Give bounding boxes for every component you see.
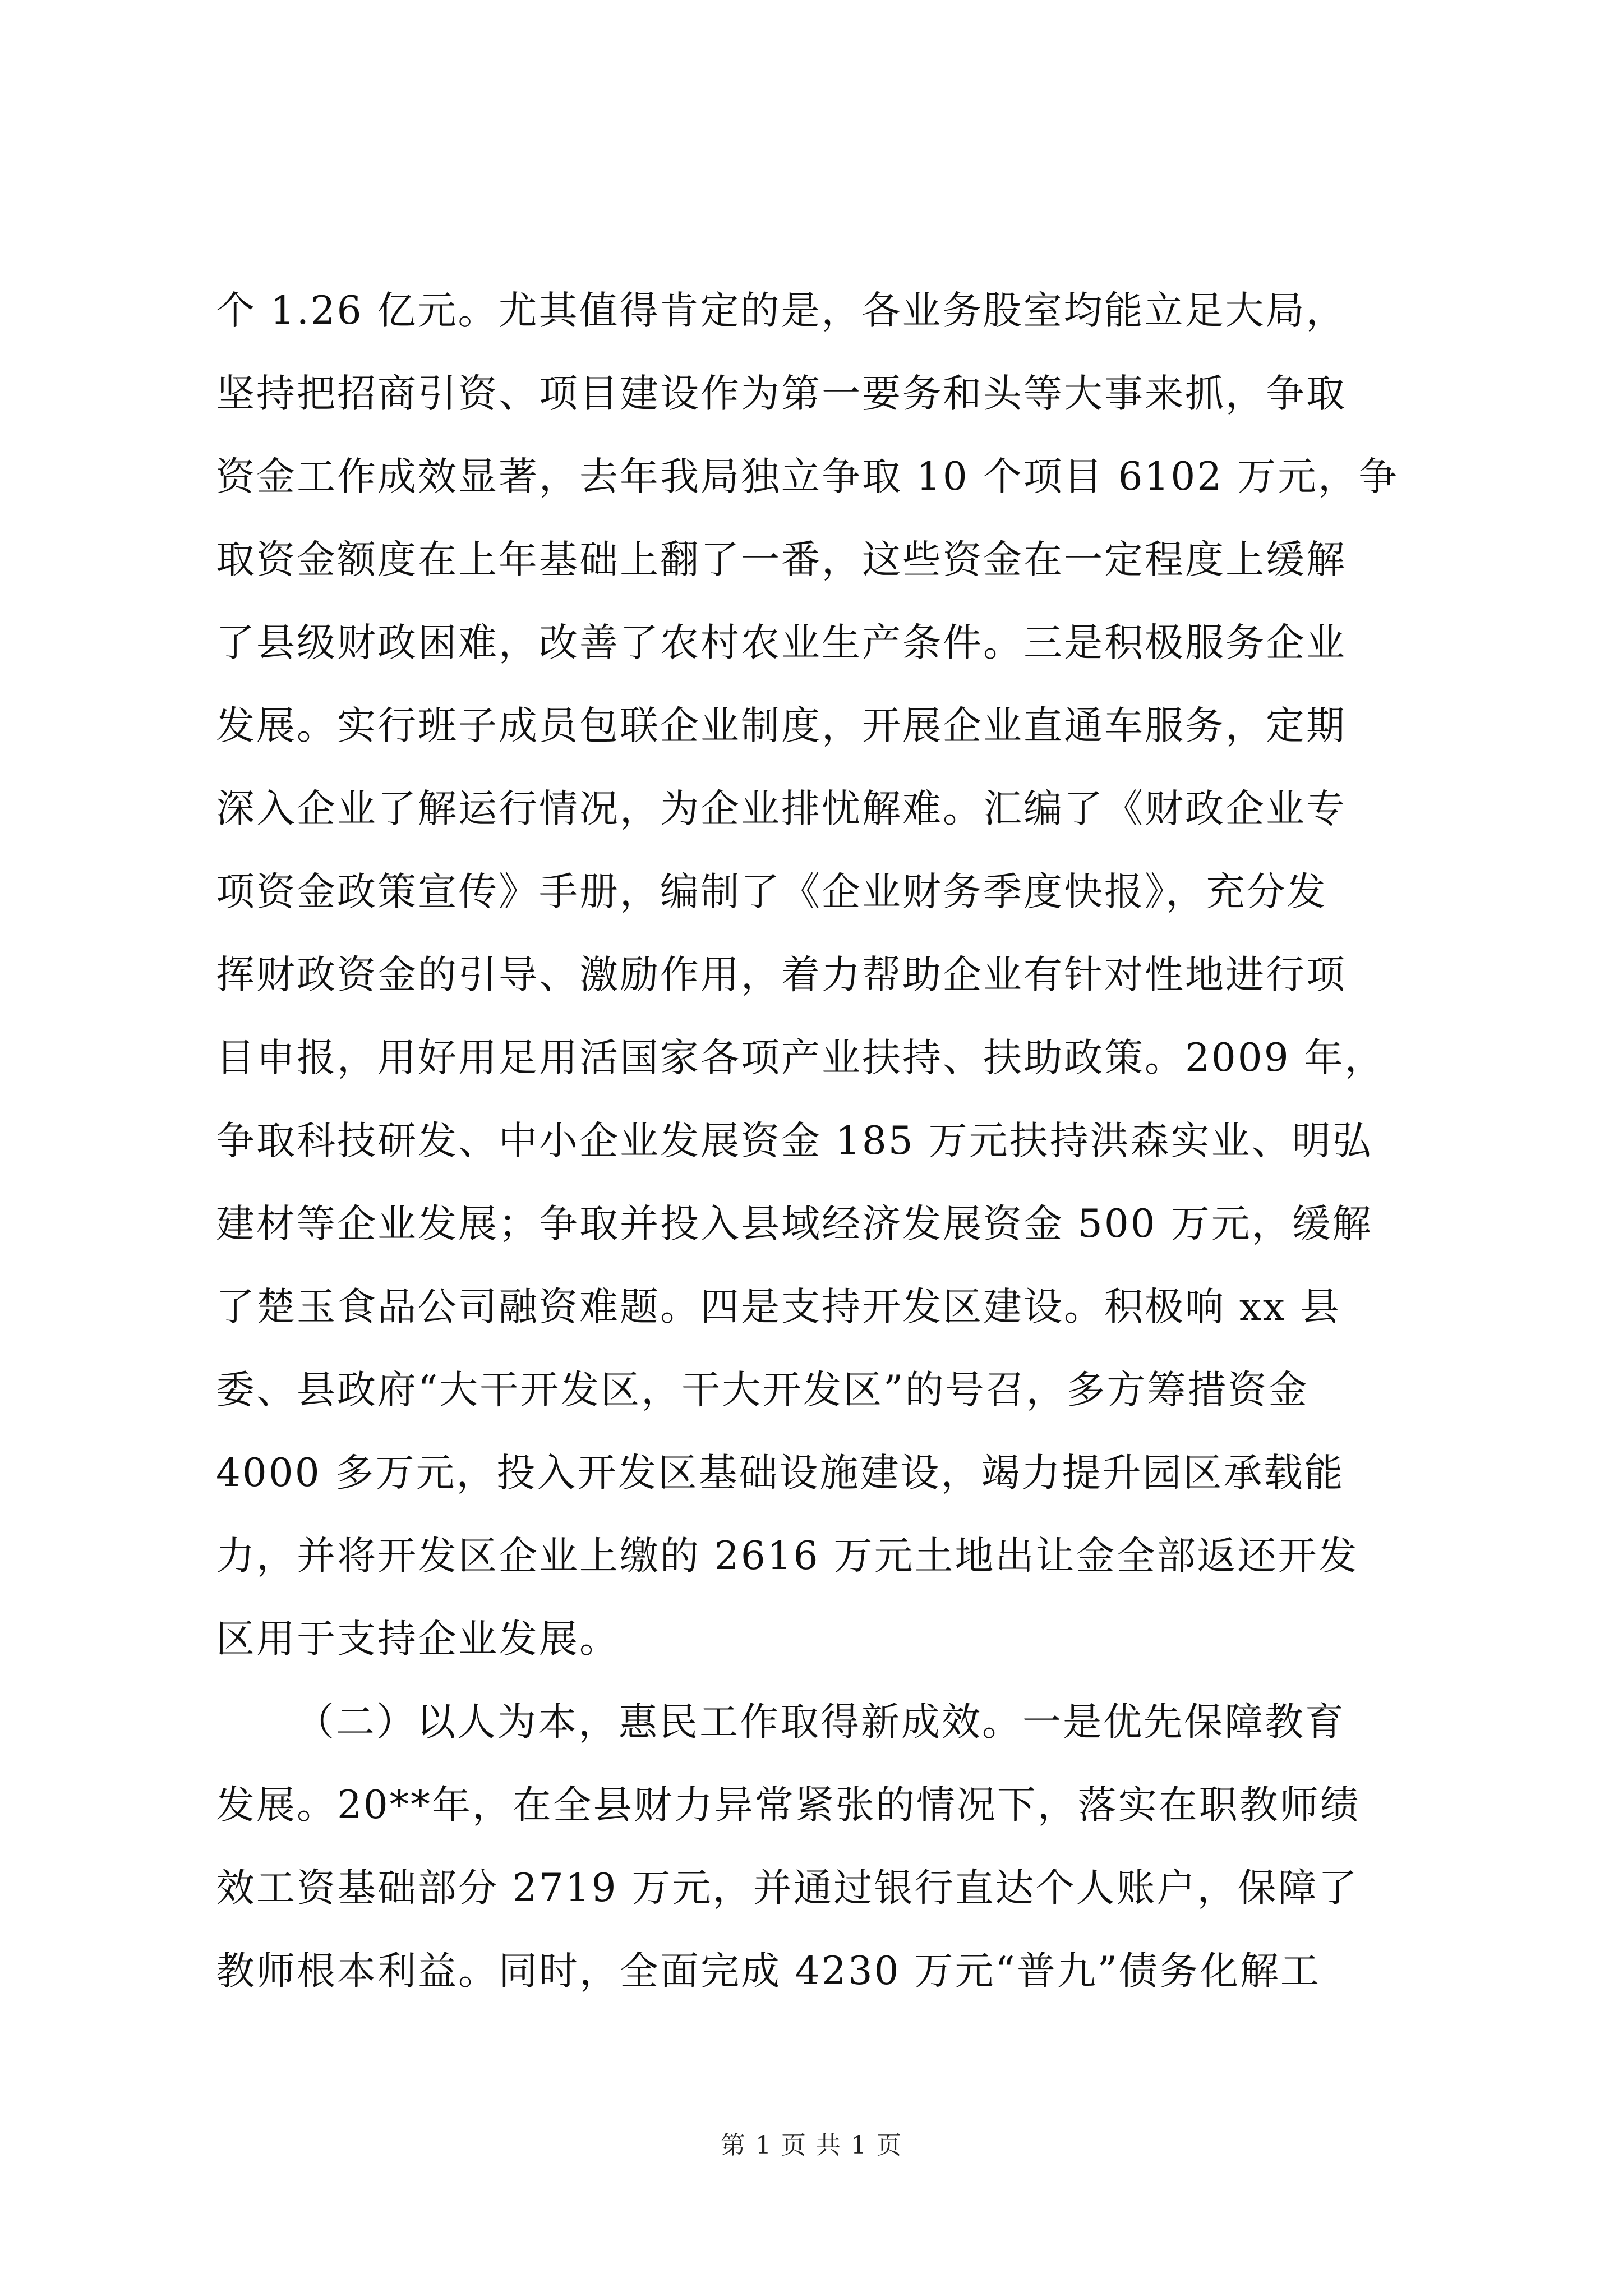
text-line: 取资金额度在上年基础上翻了一番，这些资金在一定程度上缓解 — [216, 537, 1347, 582]
text-line: 发展。实行班子成员包联企业制度，开展企业直通车服务，定期 — [216, 703, 1347, 748]
page-footer — [0, 2129, 1623, 2162]
text-line: 深入企业了解运行情况，为企业排忧解难。汇编了《财政企业专 — [216, 786, 1347, 831]
text-line: 了楚玉食品公司融资难题。四是支持开发区建设。积极响 xx 县 — [216, 1285, 1341, 1329]
text-line: 发展。20**年，在全县财力异常紧张的情况下，落实在职教师绩 — [216, 1783, 1361, 1828]
text-line: 目申报，用好用足用活国家各项产业扶持、扶助政策。2009 年， — [216, 1036, 1385, 1080]
text-line: 资金工作成效显著，去年我局独立争取 10 个项目 6102 万元，争 — [216, 454, 1399, 499]
text-line: 教师根本利益。同时，全面完成 4230 万元“普九”债务化解工 — [216, 1949, 1321, 1994]
text-line: 争取科技研发、中小企业发展资金 185 万元扶持洪森实业、明弘 — [216, 1119, 1373, 1163]
text-line: 建材等企业发展；争取并投入县域经济发展资金 500 万元，缓解 — [216, 1202, 1373, 1246]
text-line: 挥财政资金的引导、激励作用，着力帮助企业有针对性地进行项 — [216, 953, 1347, 997]
text-line: 效工资基础部分 2719 万元，并通过银行直达个人账户，保障了 — [216, 1866, 1359, 1911]
text-line: 个 1.26 亿元。尤其值得肯定的是，各业务股室均能立足大局， — [216, 288, 1347, 333]
text-line: 区用于支持企业发展。 — [216, 1617, 620, 1662]
text-line: 了县级财政困难，改善了农村农业生产条件。三是积极服务企业 — [216, 620, 1347, 665]
text-line: 4000 多万元，投入开发区基础设施建设，竭力提升园区承载能 — [216, 1451, 1345, 1496]
text-line: 项资金政策宣传》手册，编制了《企业财务季度快报》，充分发 — [216, 869, 1327, 914]
text-line: 力，并将开发区企业上缴的 2616 万元土地出让金全部返还开发 — [216, 1534, 1359, 1579]
document-body — [216, 269, 1416, 2013]
text-line: 委、县政府“大干开发区，干大开发区”的号召，多方筹措资金 — [216, 1368, 1309, 1412]
section-heading-line: （二）以人为本，惠民工作取得新成效。一是优先保障教育 — [296, 1700, 1345, 1745]
text-line: 坚持把招商引资、项目建设作为第一要务和头等大事来抓，争取 — [216, 371, 1347, 416]
page-number-label: 第 1 页 共 1 页 — [721, 2131, 902, 2160]
